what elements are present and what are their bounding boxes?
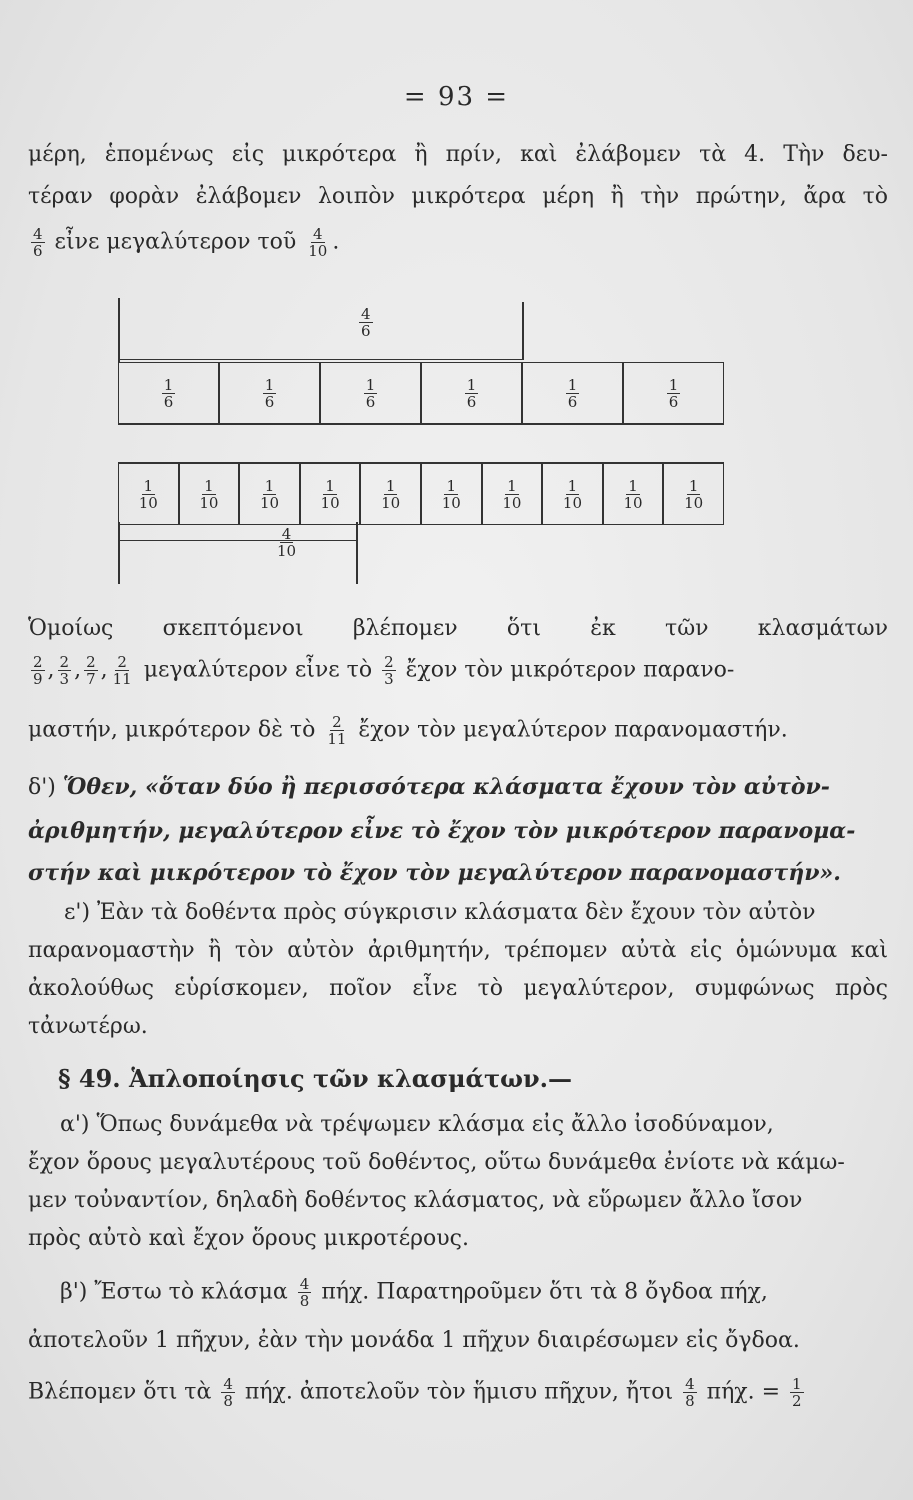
text-line: μέρη, ἑπομένως εἰς μικρότερα ἢ πρίν, καὶ ἐλάβομεν τὰ 4. Τὴν δευ-: [28, 142, 888, 167]
rule-line: δ') Ὅθεν, «ὅταν δύο ἢ περισσότερα κλάσματα ἔχουν τὸν αὐτὸν-: [28, 774, 830, 800]
word: ὅτι: [506, 616, 541, 641]
text-line: $\frac{4}{6}$ εἶνε μεγαλύτερον τοῦ $\frac{4}{10}$ .: [33, 225, 340, 260]
fraction: $\frac{1}{10}$: [441, 476, 461, 512]
word: κλασμάτων: [757, 616, 888, 641]
tenths-label: $\frac{4}{10}$: [277, 525, 297, 560]
fraction: $\frac{1}{6}$: [466, 375, 477, 411]
fraction: $\frac{1}{6}$: [163, 375, 174, 411]
word: ἐκ: [590, 616, 616, 641]
text-fragment: εἶνε μεγαλύτερον τοῦ: [54, 229, 297, 255]
fraction: $\frac{1}{10}$: [138, 476, 158, 512]
fraction: $\frac{2}{11}$: [112, 653, 132, 688]
fraction: $\frac{1}{10}$: [502, 476, 522, 512]
fraction: $\frac{1}{2}$: [792, 1375, 802, 1410]
text-fragment: ἔχον τὸν μικρότερον παρανο-: [398, 657, 735, 683]
fraction: $\frac{1}{10}$: [199, 476, 219, 512]
tenth-cell: [543, 464, 604, 524]
fraction: $\frac{1}{10}$: [684, 476, 704, 512]
fraction: $\frac{4}{8}$: [685, 1375, 695, 1410]
text-fragment: μεγαλύτερον εἶνε τὸ: [143, 657, 380, 683]
fraction: $\frac{4}{10}$: [308, 225, 328, 260]
sixths-label: $\frac{4}{6}$: [361, 305, 371, 340]
word: Ὁμοίως: [28, 616, 114, 641]
section-title: § 49. Ἁπλοποίησις τῶν κλασμάτων.—: [58, 1064, 572, 1093]
sixth-cell: [422, 363, 523, 423]
tenth-cell: [301, 464, 362, 524]
sixth-cell: [624, 363, 723, 423]
diagram-bracket-line: [356, 522, 358, 584]
text-line: ἀκολούθως εὑρίσκομεν, ποῖον εἶνε τὸ μεγαλύτερον, συμφώνως πρὸς: [28, 976, 888, 1001]
rule-line: ἀριθμητήν, μεγαλύτερον εἶνε τὸ ἔχον τὸν μικρότερον παρανομα-: [28, 818, 856, 844]
fraction: $\frac{1}{10}$: [320, 476, 340, 512]
tenths-bar: [118, 462, 724, 525]
fraction: $\frac{1}{10}$: [623, 476, 643, 512]
tenth-cell: [180, 464, 241, 524]
fraction: $\frac{4}{6}$: [33, 225, 43, 260]
tenth-cell: [119, 464, 180, 524]
diagram-bracket-line: [118, 522, 120, 584]
tenth-cell: [604, 464, 665, 524]
text-line: [28, 614, 888, 644]
rule-line: στήν καὶ μικρότερον τὸ ἔχον τὸν μεγαλύτερον παρανομαστήν».: [28, 860, 841, 886]
tenth-cell: [361, 464, 422, 524]
fraction: $\frac{2}{3}$: [59, 653, 70, 688]
text-line: παρανομαστὴν ἢ τὸν αὐτὸν ἀριθμητήν, τρέπομεν αὐτὰ εἰς ὁμώνυμα καὶ: [28, 938, 888, 963]
fraction: $\frac{1}{10}$: [259, 476, 280, 512]
text-line: α') Ὅπως δυνάμεθα νὰ τρέψωμεν κλάσμα εἰς ἄλλο ἰσοδύναμον,: [60, 1112, 774, 1137]
fraction: $\frac{1}{6}$: [668, 375, 679, 411]
text-line: μεν τοὐναντίον, δηλαδὴ δοθέντος κλάσματος, νὰ εὕρωμεν ἄλλο ἴσον: [28, 1188, 803, 1213]
word: βλέπομεν: [352, 616, 458, 641]
diagram-bracket-line: [118, 359, 522, 360]
sixths-bar: [118, 362, 724, 425]
word: τῶν: [665, 616, 709, 641]
sixth-cell: [119, 363, 220, 423]
sixth-cell: [321, 363, 422, 423]
text-line: ἀποτελοῦν 1 πῆχυν, ἐὰν τὴν μονάδα 1 πῆχυν διαιρέσωμεν εἰς ὄγδοα.: [28, 1328, 800, 1353]
fraction: $\frac{1}{10}$: [562, 476, 582, 512]
text-line: ἔχον ὅρους μεγαλυτέρους τοῦ δοθέντος, οὕτω δυνάμεθα ἐνίοτε νὰ κάμω-: [28, 1150, 845, 1175]
fraction: $\frac{4}{8}$: [299, 1275, 310, 1310]
diagram-bracket-line: [118, 298, 120, 362]
fraction: $\frac{2}{3}$: [384, 653, 394, 688]
sixth-cell: [523, 363, 624, 423]
tenth-cell: [422, 464, 483, 524]
fraction: $\frac{2}{9}$: [33, 653, 43, 688]
fraction: $\frac{1}{10}$: [381, 476, 401, 512]
fraction: $\frac{4}{8}$: [223, 1375, 233, 1410]
page-number: = 93 =: [403, 82, 510, 112]
text-line: β') Ἔστω τὸ κλάσμα $\frac{4}{8}$ πήχ. Παρατηροῦμεν ὅτι τὰ 8 ὄγδοα πήχ,: [60, 1275, 768, 1310]
diagram-bracket-line: [118, 540, 356, 541]
tenth-cell: [483, 464, 544, 524]
word: σκεπτόμενοι: [162, 616, 304, 641]
fraction: $\frac{1}{6}$: [264, 375, 275, 411]
sixth-cell: [220, 363, 321, 423]
fraction: $\frac{2}{11}$: [327, 713, 347, 748]
text-line: $\frac{2}{9}$ , $\frac{2}{3}$ , $\frac{2}{7}$ , $\frac{2}{11}$ μεγαλύτερον εἶνε τὸ $\frac{2}{3}$ ἔχον τὸν μικρότερον παρανο-: [33, 653, 735, 688]
tenth-cell: [664, 464, 723, 524]
diagram-bracket-line: [522, 302, 524, 360]
text-line: πρὸς αὐτὸ καὶ ἔχον ὅρους μικροτέρους.: [28, 1226, 469, 1251]
fraction: $\frac{1}{6}$: [567, 375, 578, 411]
text-line: Βλέπομεν ὅτι τὰ $\frac{4}{8}$ πήχ. ἀποτελοῦν τὸν ἥμισυ πῆχυν, ἤτοι $\frac{4}{8}$ πήχ. = $\frac{1}{2}$: [28, 1375, 802, 1410]
text-line: τέραν φορὰν ἐλάβομεν λοιπὸν μικρότερα μέρη ἢ τὴν πρώτην, ἄρα τὸ: [28, 184, 888, 209]
fraction: $\frac{1}{6}$: [365, 375, 376, 411]
text-line: ε') Ἐὰν τὰ δοθέντα πρὸς σύγκρισιν κλάσματα δὲν ἔχουν τὸν αὐτὸν: [64, 900, 816, 925]
text-line: μαστήν, μικρότερον δὲ τὸ $\frac{2}{11}$ ἔχον τὸν μεγαλύτερον παρανομαστήν.: [28, 713, 788, 748]
fraction: $\frac{2}{7}$: [86, 653, 96, 688]
text-line: τἀνωτέρω.: [28, 1014, 148, 1039]
tenth-cell: [240, 464, 301, 524]
